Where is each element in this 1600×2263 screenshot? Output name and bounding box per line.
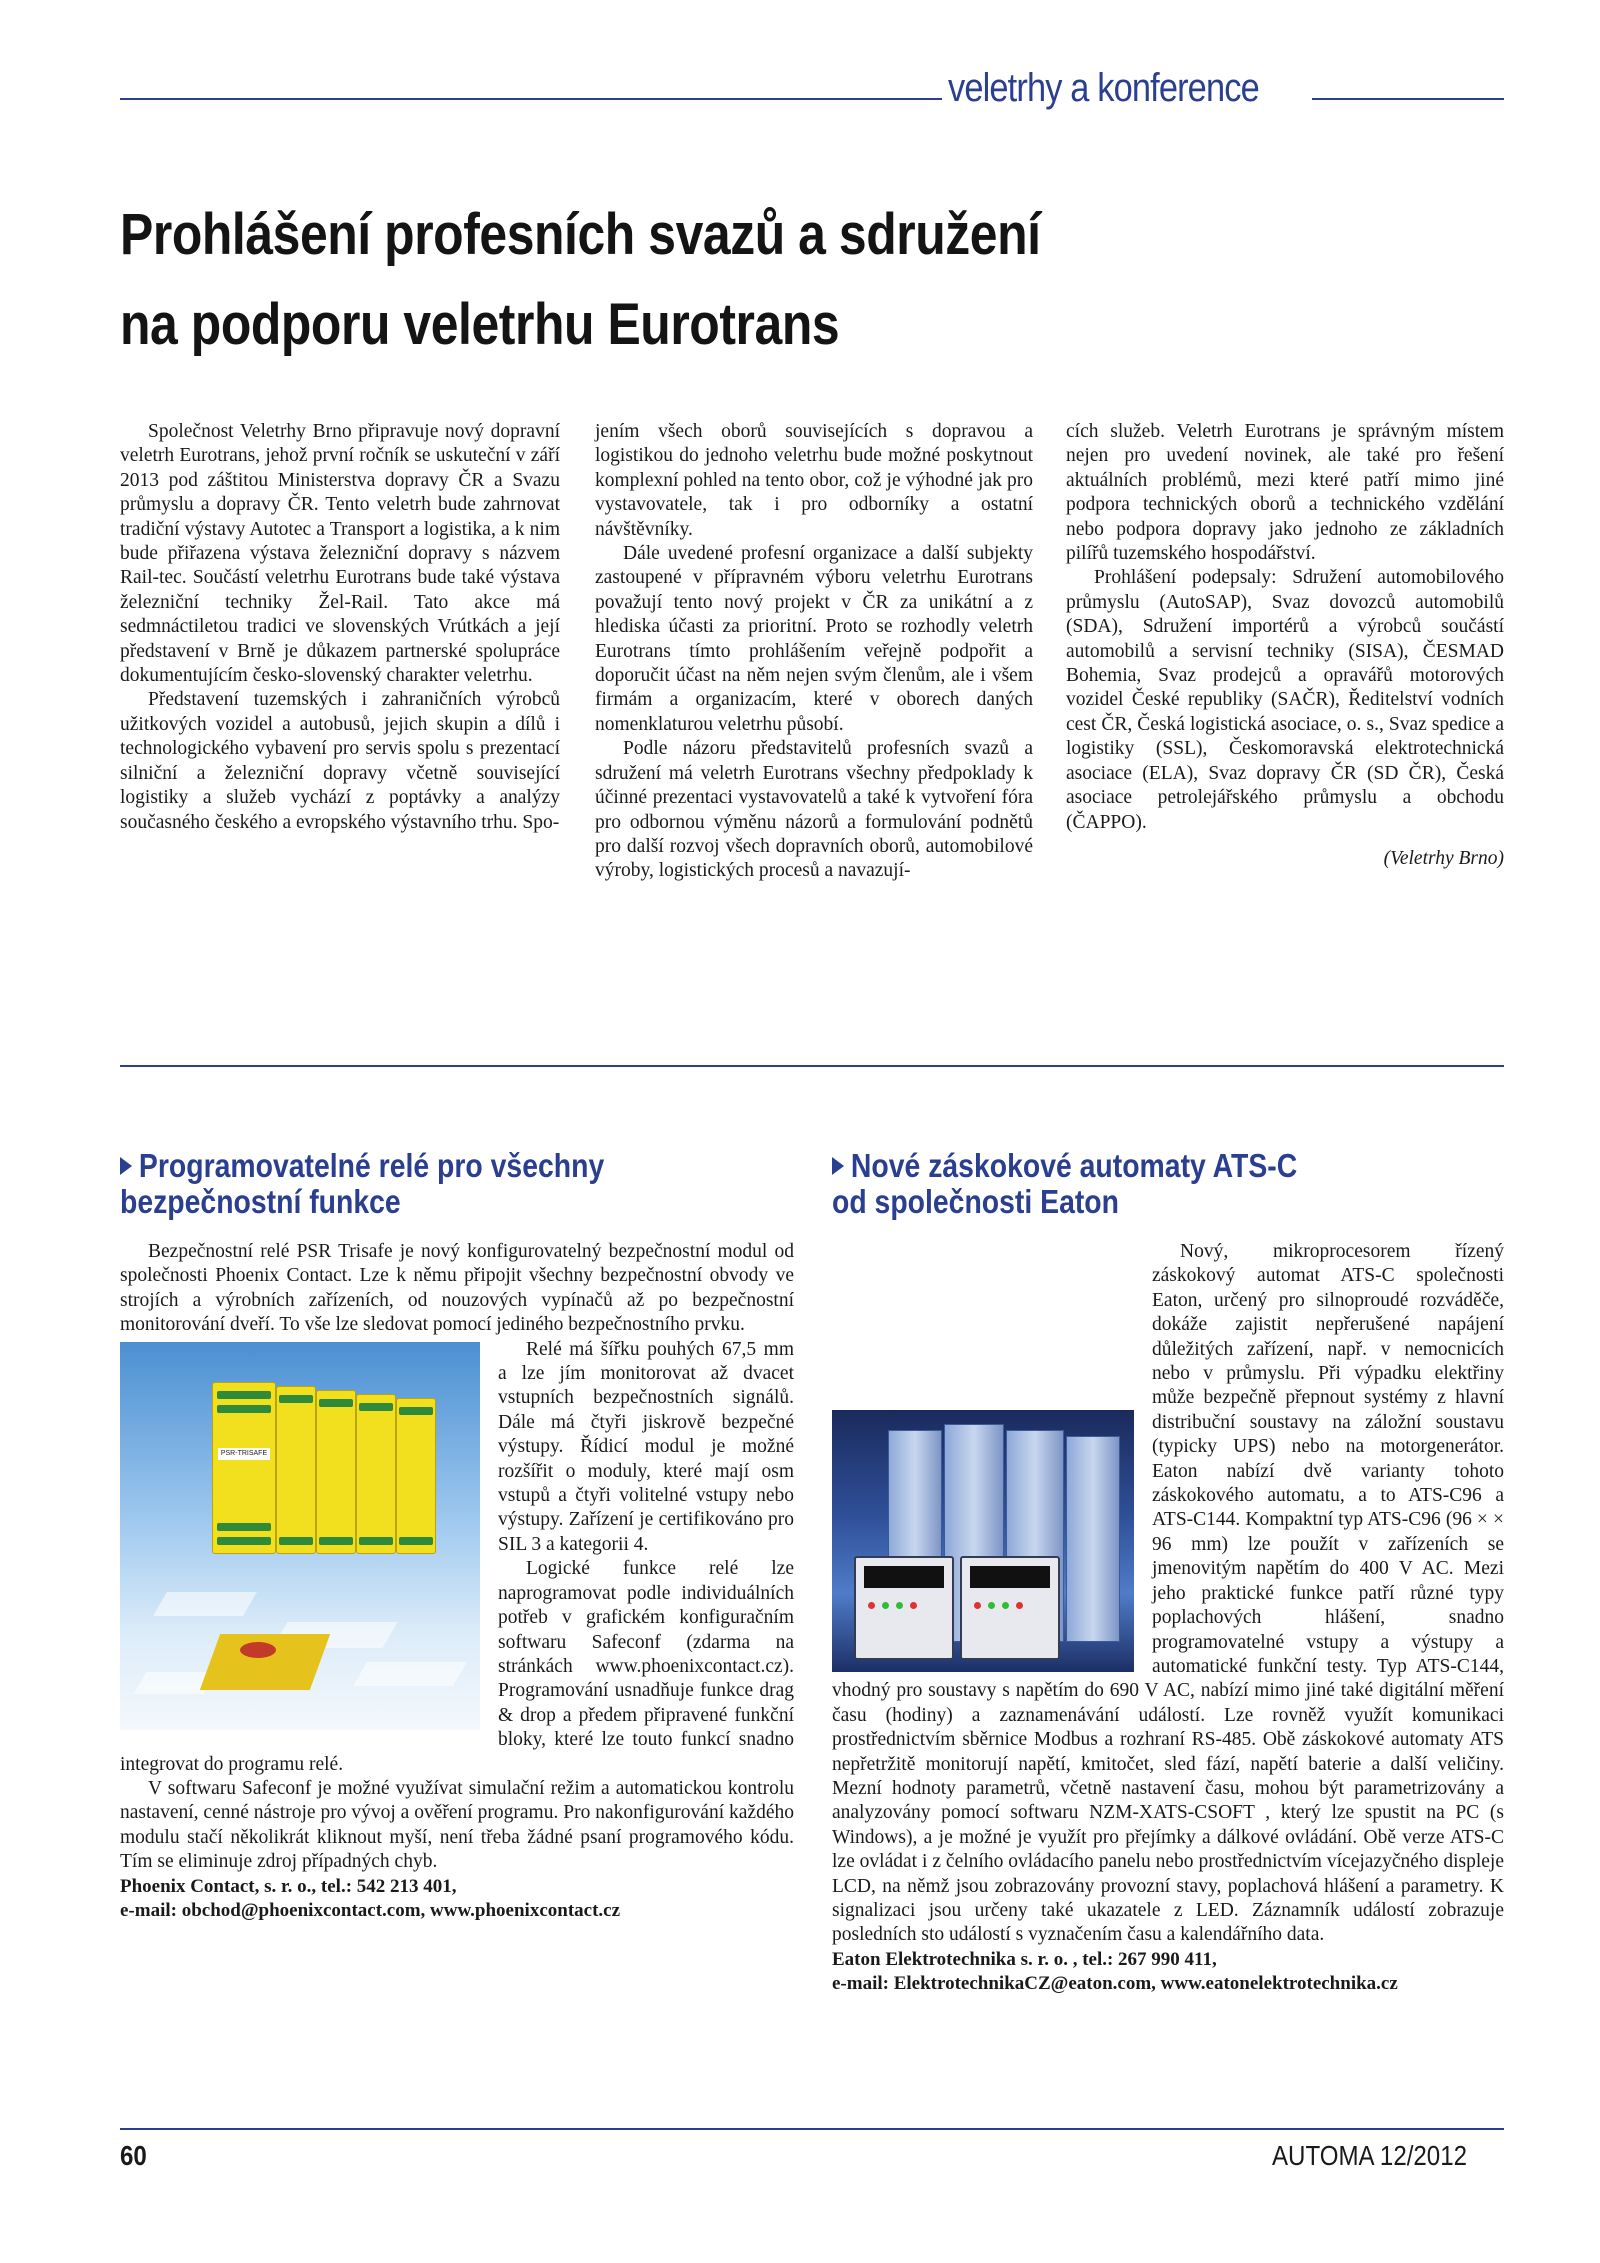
relay-product-image (120, 1342, 480, 1730)
triangle-bullet-icon (832, 1157, 844, 1175)
article-relay-title-line1: Programovatelné relé pro všechny (138, 1147, 605, 1184)
section-divider (120, 1065, 1504, 1067)
contact-line: e-mail: obchod@phoenixcontact.com, www.phoenixcontact.cz (120, 1899, 621, 1921)
paragraph: V softwaru Safeconf je možné využívat simulační režim a automatickou kontrolu nastavení, cenné nástroje pro vývoj a ověření programu. Pro nakonfigurování každého modulu stačí několikrát kliknout myší, není třeba žádné psaní programového kódu. Tím se eliminuje zdroj případných chyb. (120, 1777, 794, 1873)
footer-rule (120, 2128, 1504, 2130)
paragraph: Prohlášení podepsaly: Sdružení automobilového průmyslu (AutoSAP), Svaz dovozců automobilů (SDA), Sdružení importérů a výrobců součástí automobilů a servisní techniky (SISA), ČESMAD Bohemia, Svaz prodejců a opravářů motorových vozidel České republiky (SAČR), Ředitelství vodních cest ČR, Česká logistická asociace, o. s., Svaz spedice a logistiky (SSL), Českomoravská elektrotechnická asociace (ELA), Svaz dopravy ČR (SD ČR), Česká asociace petrolejářského průmyslu a obchodu (ČAPPO). (1066, 567, 1504, 833)
relay-label: PSR-TRISAFE (218, 1448, 270, 1460)
main-title (120, 190, 1238, 370)
main-title-line2: na podporu veletrhu Eurotrans (120, 292, 840, 357)
paragraph: Nový, mikroprocesorem řízený záskokový automat ATS-C společnosti Eaton, určený pro silnoproudé rozváděče, dokáže zajistit nepřerušené napájení důležitých zařízení, např. v nemocnicích nebo v průmyslu. Při výpadku elektřiny může bezpečně přepnout systémy z hlavní distribuční soustavy na záložní soustavu (typicky UPS) nebo na motorgenerátor. Eaton nabízí dvě varianty tohoto záskokového automatu, a to ATS-C96 a ATS-C144. Kompaktní typ ATS-C96 (96 × × 96 mm) lze použít v zařízeních se jmenovitým napětím do 400 V AC. Mezi jeho praktické funkce patří různé typy poplachových hlášení, snadno programovatelné vstupy a výstupy a automatické funkční testy. Typ ATS-C144, vhodný pro soustavy s napětím do 690 V AC, nabízí mimo jiné také digitální měření času (hodiny) a zaznamenávání událostí. Lze rovněž využít komunikaci prostřednictvím sběrnice Modbus a rozhraní RS-485. Obě záskokové automaty ATS nepřetržitě monitorují napětí, kmitočet, sled fází, napětí baterie a další veličiny. Mezní hodnoty parametrů, včetně nastavení času, mohou být parametrizovány a analyzovány pomocí softwaru NZM-XATS-CSOFT , který lze spustit na PC (s Windows), a je možné je využít pro přejímky a dálkové ovládání. Obě verze ATS-C lze ovládat i z čelního ovládacího panelu nebo prostřednictvím vícejazyčného displeje LCD, na němž jsou zobrazovány provozní stavy, poplachová hlášení a parametry. K signalizaci jsou určeny také ukazatele z LED. Záznamník událostí zobrazuje posledních sto událostí s vyznačením času a kalendářního data. (832, 1241, 1504, 1946)
article-relay-title-line2: bezpečnostní funkce (120, 1183, 401, 1220)
contact-line: e-mail: ElektrotechnikaCZ@eaton.com, www.eatonelektrotechnika.cz (832, 1973, 1398, 1995)
contact-line: Eaton Elektrotechnika s. r. o. , tel.: 267 990 411, (832, 1948, 1217, 1970)
main-title-line1: Prohlášení profesních svazů a sdružení (120, 202, 1041, 267)
paragraph: jením všech oborů souvisejících s dopravou a logistikou do jednoho veletrhu bude možné poskytnout komplexní pohled na tento obor, což je výhodné jak pro vystavovatele, tak i pro odborníky a ostatní návštěvníky. (595, 421, 1033, 540)
paragraph: cích služeb. Veletrh Eurotrans je správným místem nejen pro uvedení novinek, ale také pro řešení aktuálních problémů, mezi které patří mimo jiné podpora technických oborů a technického vzdělání nebo podpora dopravy jako jednoho ze základních pilířů tuzemského hospodářství. (1066, 421, 1504, 565)
paragraph: Bezpečnostní relé PSR Trisafe je nový konfigurovatelný bezpečnostní modul od společnosti Phoenix Contact. Lze k němu připojit všechny bezpečnostní obvody ve strojích a výrobních zařízeních, od nouzových vypínačů až po bezpečnostní monitorování dveří. To vše lze sledovat pomocí jediného bezpečnostního prvku. (120, 1241, 794, 1336)
paragraph: Představení tuzemských i zahraničních výrobců užitkových vozidel a autobusů, jejich skupin a dílů i technologického vybavení pro servis spolu s prezentací silniční a železniční dopravy včetně související logistiky a služeb vychází z poptávky a analýzy současného českého a evropského výstavního trhu. Spo- (120, 689, 560, 833)
header-rule-right (1312, 98, 1504, 100)
paragraph: Společnost Veletrhy Brno připravuje nový dopravní veletrh Eurotrans, jehož první ročník se uskuteční v září 2013 pod záštitou Ministerstva dopravy ČR a Svazu průmyslu a dopravy ČR. Tento veletrh bude zahrnovat tradiční výstavy Autotec a Transport a logistika, a k nim bude přiřazena výstava železniční dopravy s názvem Rail-tec. Součástí veletrhu Eurotrans bude také výstava železniční techniky Žel-Rail. Tato akce má sedmnáctiletou tradici ve slovenských Vrútkách a její představení v Brně je důkazem partnerské spolupráce dokumentujícím česko-slovenský charakter veletrhu. (120, 421, 560, 687)
article-ats-title-line2: od společnosti Eaton (832, 1183, 1119, 1220)
article-relay-title (120, 1148, 604, 1220)
journal-issue: AUTOMA 12/2012 (1272, 2140, 1467, 2171)
paragraph: Relé má šířku pouhých 67,5 mm a lze jím monitorovat až dvacet vstupních bezpečnostních signálů. Dále má čtyři jiskrově bezpečné výstupy. Řídicí modul je možné rozšířit o moduly, které mají osm vstupů a čtyři volitelné vstupy nebo výstupy. Zařízení je certifikováno pro SIL 3 a kategorii 4. (498, 1338, 794, 1555)
header-rule-left (120, 98, 942, 100)
article-ats-title (832, 1148, 1297, 1220)
main-column-1 (120, 420, 560, 835)
main-column-2 (595, 420, 1033, 884)
page-number: 60 (120, 2140, 147, 2171)
paragraph: Dále uvedené profesní organizace a další subjekty zastoupené v přípravném výboru veletrhu Eurotrans považují tento nový projekt v ČR za unikátní a z hlediska účasti za prioritní. Proto se rozhodly veletrh Eurotrans tímto prohlášením veřejně podpořit a doporučit účast na něm nejen svým členům, ale i všem firmám a organizacím, které v oborech daných nomenklaturou veletrhu působí. (595, 543, 1033, 735)
section-label: veletrhy a konference (948, 66, 1259, 110)
triangle-bullet-icon (120, 1157, 132, 1175)
contact-line: Phoenix Contact, s. r. o., tel.: 542 213 401, (120, 1875, 457, 1897)
paragraph: Podle názoru představitelů profesních svazů a sdružení má veletrh Eurotrans všechny předpoklady k účinné prezentaci vystavovatelů a také k vytvoření fóra pro odbornou výměnu názorů a formulování podnětů pro další rozvoj všech dopravních oborů, automobilové výroby, logistických procesů a navazují- (595, 738, 1033, 882)
article-ats-body (832, 1240, 1504, 1997)
paragraph: Logické funkce relé lze naprogramovat podle individuálních potřeb v grafickém konfiguračním softwaru Safeconf (zdarma na stránkách www.phoenixcontact.cz). Programování usnadňuje funkce drag & drop a předem připravené funkční bloky, které lze touto funkcí snadno integrovat do programu relé. (120, 1558, 794, 1775)
switchgear-image (832, 1410, 1134, 1672)
main-column-3 (1066, 420, 1504, 871)
article-ats-title-line1: Nové záskokové automaty ATS-C (850, 1147, 1298, 1184)
article-relay-body (120, 1240, 794, 1923)
article-signature: (Veletrhy Brno) (1383, 847, 1504, 869)
